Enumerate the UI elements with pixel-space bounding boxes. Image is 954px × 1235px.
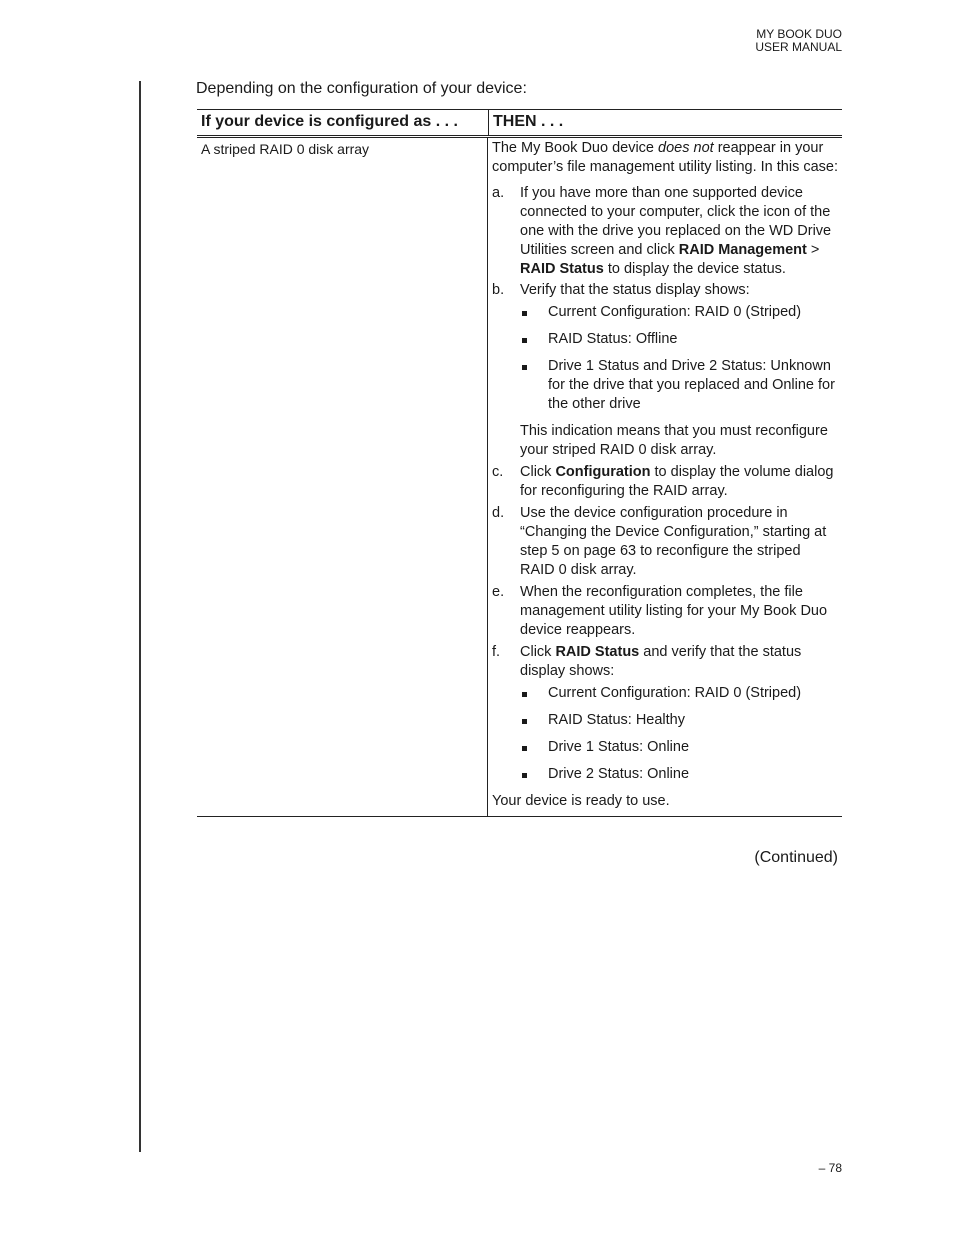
page-number: – 78: [818, 1161, 842, 1175]
bullet-icon: [520, 738, 548, 757]
list-item: Drive 1 Status and Drive 2 Status: Unknown for the drive that you replaced and Online for the other drive: [520, 357, 838, 414]
table-header-row: [197, 109, 842, 138]
continued-label: (Continued): [754, 849, 838, 866]
list-item: RAID Status: Offline: [520, 330, 838, 349]
configuration-table: [197, 109, 842, 817]
row-instructions: [488, 138, 842, 816]
status-list-f: [520, 684, 838, 784]
margin-rule: [139, 81, 141, 1152]
intro-text: Depending on the configuration of your device:: [196, 80, 527, 97]
list-item: Drive 2 Status: Online: [520, 765, 838, 784]
header-product-name: MY BOOK DUO: [756, 27, 842, 41]
list-item: Drive 1 Status: Online: [520, 738, 838, 757]
status-list-b: [520, 303, 838, 414]
column-header-then: THEN . . .: [493, 113, 564, 130]
step-e: e. When the reconfiguration completes, the file management utility listing for your My Book Duo device reappears.: [492, 584, 828, 638]
step-a: a. If you have more than one supported device connected to your computer, click the icon of the one with the drive you replaced on the WD Drive Utilities screen and click RAID Management > RAID Status to display the device status.: [492, 185, 832, 277]
column-header-configuration: If your device is configured as . . .: [197, 110, 489, 135]
list-item: Current Configuration: RAID 0 (Striped): [520, 684, 838, 703]
bullet-icon: [520, 684, 548, 703]
lead-paragraph: The My Book Duo device does not reappear in your computer’s file management utility listing. In this case:: [492, 140, 839, 175]
closing-text: Your device is ready to use.: [492, 793, 670, 809]
step-b-note: This indication means that you must reconfigure your striped RAID 0 disk array.: [520, 423, 828, 458]
row-condition: A striped RAID 0 disk array: [197, 138, 488, 816]
bullet-icon: [520, 303, 548, 322]
bullet-icon: [520, 357, 548, 414]
list-item: RAID Status: Healthy: [520, 711, 838, 730]
running-header: [755, 28, 842, 54]
bullet-icon: [520, 330, 548, 349]
list-item: Current Configuration: RAID 0 (Striped): [520, 303, 838, 322]
header-doc-title: USER MANUAL: [755, 40, 842, 54]
step-f: f. Click RAID Status and verify that the status display shows:: [492, 644, 802, 679]
bullet-icon: [520, 765, 548, 784]
step-b: b. Verify that the status display shows:: [492, 282, 750, 298]
step-c: c. Click Configuration to display the volume dialog for reconfiguring the RAID array.: [492, 464, 834, 499]
step-d: d. Use the device configuration procedure in “Changing the Device Configuration,” starting at step 5 on page 63 to reconfigure the striped RAID 0 disk array.: [492, 505, 827, 578]
bullet-icon: [520, 711, 548, 730]
table-row: [197, 138, 842, 817]
